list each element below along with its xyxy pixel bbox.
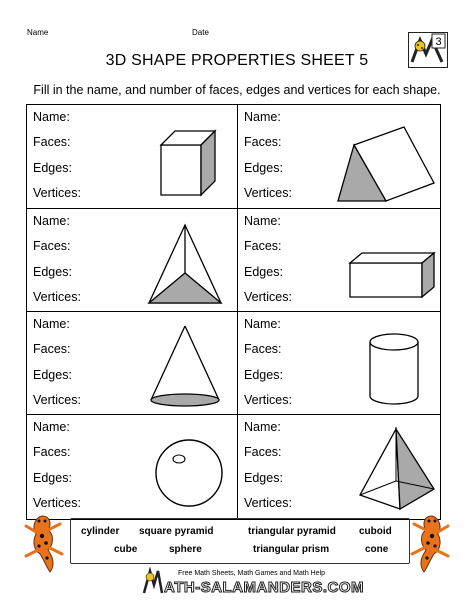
- shape-grid: [26, 104, 441, 520]
- name-label: Name: [27, 28, 49, 37]
- vertices-field-label[interactable]: Vertices:: [33, 186, 81, 200]
- vertices-field-label[interactable]: Vertices:: [244, 496, 292, 510]
- instructions: Fill in the name, and number of faces, edges and vertices for each shape.: [33, 83, 441, 97]
- edges-field-label[interactable]: Edges:: [244, 265, 283, 279]
- word-bank-item: triangular prism: [253, 544, 330, 555]
- cuboid-icon: [346, 249, 438, 301]
- salamander-left-icon: [22, 512, 64, 579]
- footer-salamander-icon: [140, 567, 164, 597]
- faces-field-label[interactable]: Faces:: [244, 342, 282, 356]
- name-field-label[interactable]: Name:: [244, 420, 281, 434]
- shape-cell: [238, 209, 444, 312]
- word-bank-item: cone: [365, 544, 389, 555]
- vertices-field-label[interactable]: Vertices:: [244, 393, 292, 407]
- edges-field-label[interactable]: Edges:: [33, 471, 72, 485]
- edges-field-label[interactable]: Edges:: [33, 161, 72, 175]
- name-field-label[interactable]: Name:: [33, 110, 70, 124]
- edges-field-label[interactable]: Edges:: [244, 161, 283, 175]
- page-title: 3D SHAPE PROPERTIES SHEET 5: [105, 52, 369, 69]
- faces-field-label[interactable]: Faces:: [244, 135, 282, 149]
- edges-field-label[interactable]: Edges:: [244, 471, 283, 485]
- shape-cell: [238, 415, 444, 518]
- vertices-field-label[interactable]: Vertices:: [244, 290, 292, 304]
- shape-cell: [238, 105, 444, 208]
- word-bank-item: triangular pyramid: [248, 526, 336, 537]
- shape-cell: [27, 415, 233, 518]
- name-field-label[interactable]: Name:: [244, 110, 281, 124]
- word-bank-item: cube: [114, 544, 138, 555]
- vertices-field-label[interactable]: Vertices:: [33, 496, 81, 510]
- faces-field-label[interactable]: Faces:: [244, 239, 282, 253]
- edges-field-label[interactable]: Edges:: [244, 368, 283, 382]
- vertices-field-label[interactable]: Vertices:: [33, 290, 81, 304]
- vertices-field-label[interactable]: Vertices:: [244, 186, 292, 200]
- edges-field-label[interactable]: Edges:: [33, 368, 72, 382]
- cone-icon: [145, 322, 225, 412]
- shape-cell: [27, 105, 233, 208]
- faces-field-label[interactable]: Faces:: [33, 135, 71, 149]
- cylinder-icon: [366, 330, 422, 408]
- faces-field-label[interactable]: Faces:: [33, 342, 71, 356]
- square-pyramid-icon: [356, 425, 438, 515]
- cube-icon: [155, 125, 221, 199]
- shape-cell: [27, 312, 233, 415]
- name-field-label[interactable]: Name:: [33, 420, 70, 434]
- faces-field-label[interactable]: Faces:: [33, 239, 71, 253]
- word-bank: [70, 518, 410, 564]
- triangular-pyramid-icon: [145, 221, 225, 307]
- faces-field-label[interactable]: Faces:: [244, 445, 282, 459]
- sphere-icon: [153, 437, 225, 509]
- name-field-label[interactable]: Name:: [33, 317, 70, 331]
- vertices-field-label[interactable]: Vertices:: [33, 393, 81, 407]
- shape-cell: [238, 312, 444, 415]
- word-bank-item: sphere: [169, 544, 202, 555]
- word-bank-item: square pyramid: [139, 526, 214, 537]
- name-field-label[interactable]: Name:: [244, 317, 281, 331]
- triangular-prism-icon: [334, 123, 442, 205]
- shape-cell: [27, 209, 233, 312]
- footer-site-name: ATH-SALAMANDERS.COM: [164, 579, 365, 596]
- word-bank-item: cylinder: [81, 526, 120, 537]
- badge-number: 3: [435, 36, 442, 48]
- word-bank-item: cuboid: [359, 526, 392, 537]
- footer-tagline: Free Math Sheets, Math Games and Math Help: [178, 570, 326, 577]
- salamander-right-icon: [410, 512, 452, 579]
- edges-field-label[interactable]: Edges:: [33, 265, 72, 279]
- faces-field-label[interactable]: Faces:: [33, 445, 71, 459]
- name-field-label[interactable]: Name:: [244, 214, 281, 228]
- name-field-label[interactable]: Name:: [33, 214, 70, 228]
- footer-logo: [140, 567, 365, 607]
- date-label: Date: [192, 28, 209, 37]
